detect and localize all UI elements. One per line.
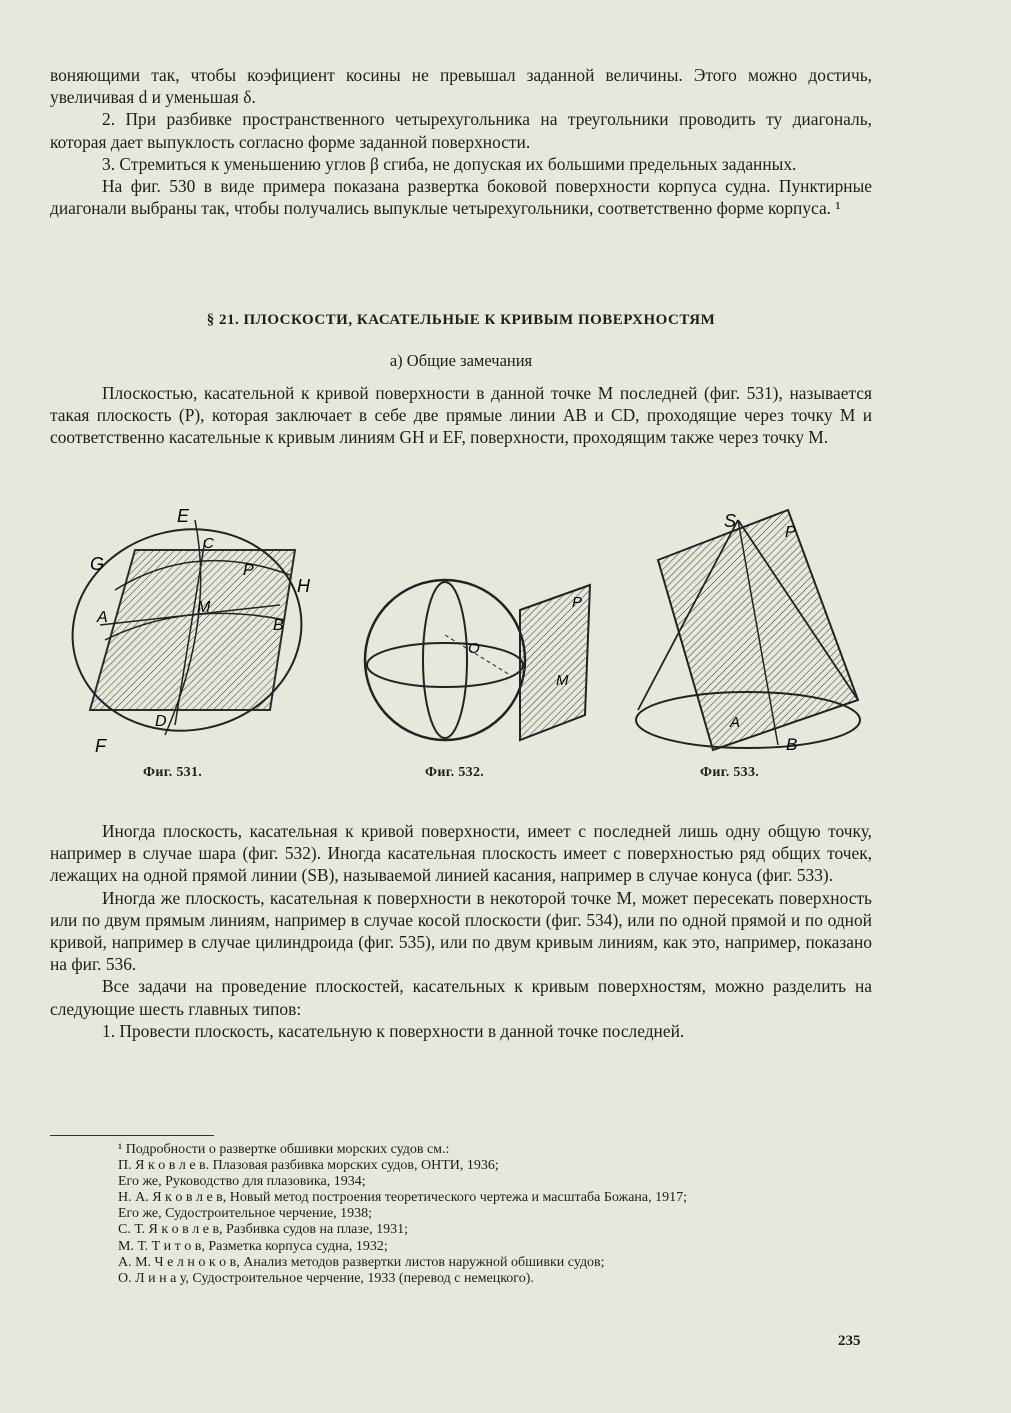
footnote-line: А. М. Ч е л н о к о в, Анализ методов развертки листов наружной обшивки судов; xyxy=(118,1254,605,1270)
paragraph: воняющими так, чтобы коэфициент косины не превышал заданной величины. Этого можно достичь, увеличивая d и уменьшая δ. xyxy=(50,65,872,108)
footnote-line: М. Т. Т и т о в, Разметка корпуса судна, 1932; xyxy=(118,1238,388,1254)
paragraph: На фиг. 530 в виде примера показана развертка боковой поверхности корпуса судна. Пунктирные диагонали выбраны так, чтобы получались выпуклые четырехугольники, соответственно форме корпуса. ¹ xyxy=(50,176,872,219)
footnote-line: Н. А. Я к о в л е в, Новый метод построения теоретического чертежа и масштаба Божана, 1917; xyxy=(118,1190,688,1206)
figure-532 xyxy=(360,565,600,760)
paragraph: 2. При разбивке пространственного четырехугольника на треугольники проводить ту диагональ, которая дает выпуклость согласно форме заданной поверхности. xyxy=(50,109,872,152)
label-P: P xyxy=(243,562,254,579)
paragraph: Плоскостью, касательной к кривой поверхности в данной точке M последней (фиг. 531), называется такая плоскость (P), которая заключает в себе две прямые линии AB и CD, проходящие через точку M и соответственно касательные к кривым линиям GH и EF, поверхности, проходящим также через точку M. xyxy=(50,383,872,448)
footnote-line: Его же, Руководство для плазовика, 1934; xyxy=(118,1174,366,1190)
label-S: S xyxy=(724,511,737,531)
body-text-bottom xyxy=(50,820,872,1042)
figure-533-caption: Фиг. 533. xyxy=(700,765,760,780)
footnote-divider xyxy=(50,1135,214,1136)
label-O: O xyxy=(468,640,480,657)
paragraph: Все задачи на проведение плоскостей, касательных к кривым поверхностям, можно разделить на следующие шесть главных типов: xyxy=(50,976,872,1019)
label-D: D xyxy=(155,713,167,730)
label-F: F xyxy=(95,736,106,756)
footnote-line: Его же, Судостроительное черчение, 1938; xyxy=(118,1206,373,1222)
figure-531-caption: Фиг. 531. xyxy=(143,765,203,780)
paragraph: 1. Провести плоскость, касательную к поверхности в данной точке последней. xyxy=(102,1020,685,1041)
figure-531 xyxy=(55,500,325,760)
label-B: B xyxy=(786,735,798,754)
label-B: B xyxy=(273,617,284,634)
label-G: G xyxy=(90,554,105,574)
label-P: P xyxy=(785,524,796,541)
page-number: 235 xyxy=(838,1333,861,1349)
label-A: A xyxy=(97,609,108,626)
section-title: § 21. ПЛОСКОСТИ, КАСАТЕЛЬНЫЕ К КРИВЫМ ПОВЕРХНОСТЯМ xyxy=(206,312,716,328)
label-P: P xyxy=(572,594,583,611)
label-A: A xyxy=(730,714,741,731)
figure-532-caption: Фиг. 532. xyxy=(425,765,485,780)
label-M: M xyxy=(197,599,211,616)
label-H: H xyxy=(297,576,310,596)
footnote-line: С. Т. Я к о в л е в, Разбивка судов на плазе, 1931; xyxy=(118,1222,409,1238)
footnote-line: ¹ Подробности о развертке обшивки морских судов см.: xyxy=(118,1142,450,1157)
footnotes xyxy=(50,1142,892,1287)
label-E: E xyxy=(177,506,190,526)
label-C: C xyxy=(203,535,214,552)
label-M: M xyxy=(556,672,569,689)
paragraph: Иногда плоскость, касательная к кривой поверхности, имеет с последней лишь одну общую точку, например в случае шара (фиг. 532). Иногда касательная плоскость имеет с поверхностью ряд общих точек, лежащих на одной прямой линии (SB), называемой линией касания, например в случае конуса (фиг. 533). xyxy=(50,821,872,886)
body-text-top xyxy=(50,64,872,219)
body-text-mid xyxy=(50,382,872,449)
subsection-title: а) Общие замечания xyxy=(389,351,533,370)
footnote-line: О. Л и н а у, Судостроительное черчение, 1933 (перевод с немецкого). xyxy=(118,1270,534,1286)
paragraph: 3. Стремиться к уменьшению углов β сгиба, не допуская их большими предельных заданных. xyxy=(102,153,797,174)
paragraph: Иногда же плоскость, касательная к поверхности в некоторой точке M, может пересекать поверхность или по двум прямым линиям, например в случае косой плоскости (фиг. 534), или по одной прямой и по одной кривой, например в случае цилиндроида (фиг. 535), или по двум кривым линиям, как это, например, показано на фиг. 536. xyxy=(50,887,872,975)
figure-533 xyxy=(628,505,878,760)
footnote-line: П. Я к о в л е в. Плазовая разбивка морских судов, ОНТИ, 1936; xyxy=(118,1158,499,1174)
